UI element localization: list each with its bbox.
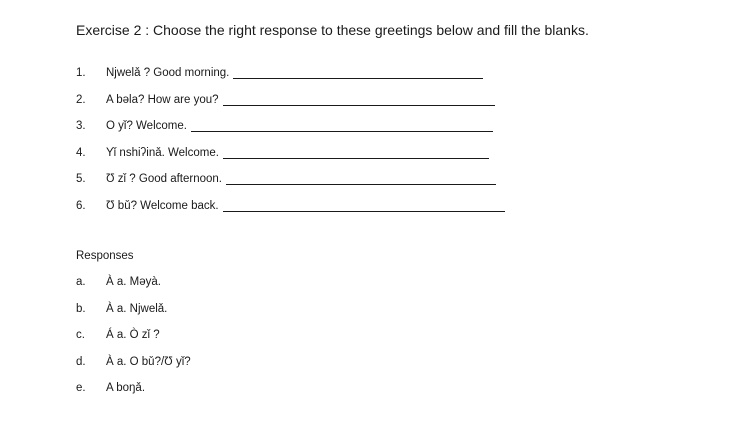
list-item xyxy=(76,356,191,383)
answer-blank xyxy=(223,200,505,212)
answer-blank xyxy=(226,173,496,185)
greeting-prompt: Yǐ nshiʔinǎ. Welcome. xyxy=(106,146,219,159)
response-letter: c. xyxy=(76,329,85,341)
greeting-prompt: A bəla? How are you? xyxy=(106,93,219,106)
response-letter: d. xyxy=(76,355,86,368)
list-item xyxy=(76,67,505,94)
response-letter: a. xyxy=(76,276,86,288)
responses-heading: Responses xyxy=(76,250,134,262)
list-item xyxy=(76,382,191,409)
exercise-title: Exercise 2 : Choose the right response to these greetings below and fill the blanks. xyxy=(76,22,589,38)
response-text: À a. Məyà. xyxy=(106,276,161,288)
list-item xyxy=(76,303,191,330)
greeting-prompt: O yǐ? Welcome. xyxy=(106,120,187,132)
response-text: Á a. Ò zǐ ? xyxy=(106,329,160,341)
answer-blank xyxy=(191,120,493,132)
list-item xyxy=(76,173,505,200)
response-letter: e. xyxy=(76,382,86,394)
item-number: 2. xyxy=(76,93,86,106)
list-item xyxy=(76,120,505,147)
list-item xyxy=(76,94,505,121)
list-item xyxy=(76,200,505,227)
item-number: 1. xyxy=(76,67,86,79)
list-item xyxy=(76,329,191,356)
answer-blank xyxy=(233,67,483,79)
list-item xyxy=(76,147,505,174)
response-text: A boŋǎ. xyxy=(106,382,146,394)
answer-blank xyxy=(223,147,489,159)
greetings-list xyxy=(76,67,505,226)
greeting-prompt: Njwelǎ ? Good morning. xyxy=(106,67,230,79)
item-number: 4. xyxy=(76,146,86,159)
greeting-prompt: Ʊ bǔ? Welcome back. xyxy=(106,199,219,212)
item-number: 3. xyxy=(76,120,86,132)
responses-list xyxy=(76,276,191,409)
list-item xyxy=(76,276,191,303)
answer-blank xyxy=(223,94,495,106)
response-letter: b. xyxy=(76,302,86,315)
response-text: À a. Njwelǎ. xyxy=(106,302,168,315)
item-number: 5. xyxy=(76,173,86,185)
item-number: 6. xyxy=(76,199,86,212)
greeting-prompt: Ʊ zǐ ? Good afternoon. xyxy=(106,173,222,185)
response-text: À a. O bǔ?/Ʊ yǐ? xyxy=(106,355,191,368)
